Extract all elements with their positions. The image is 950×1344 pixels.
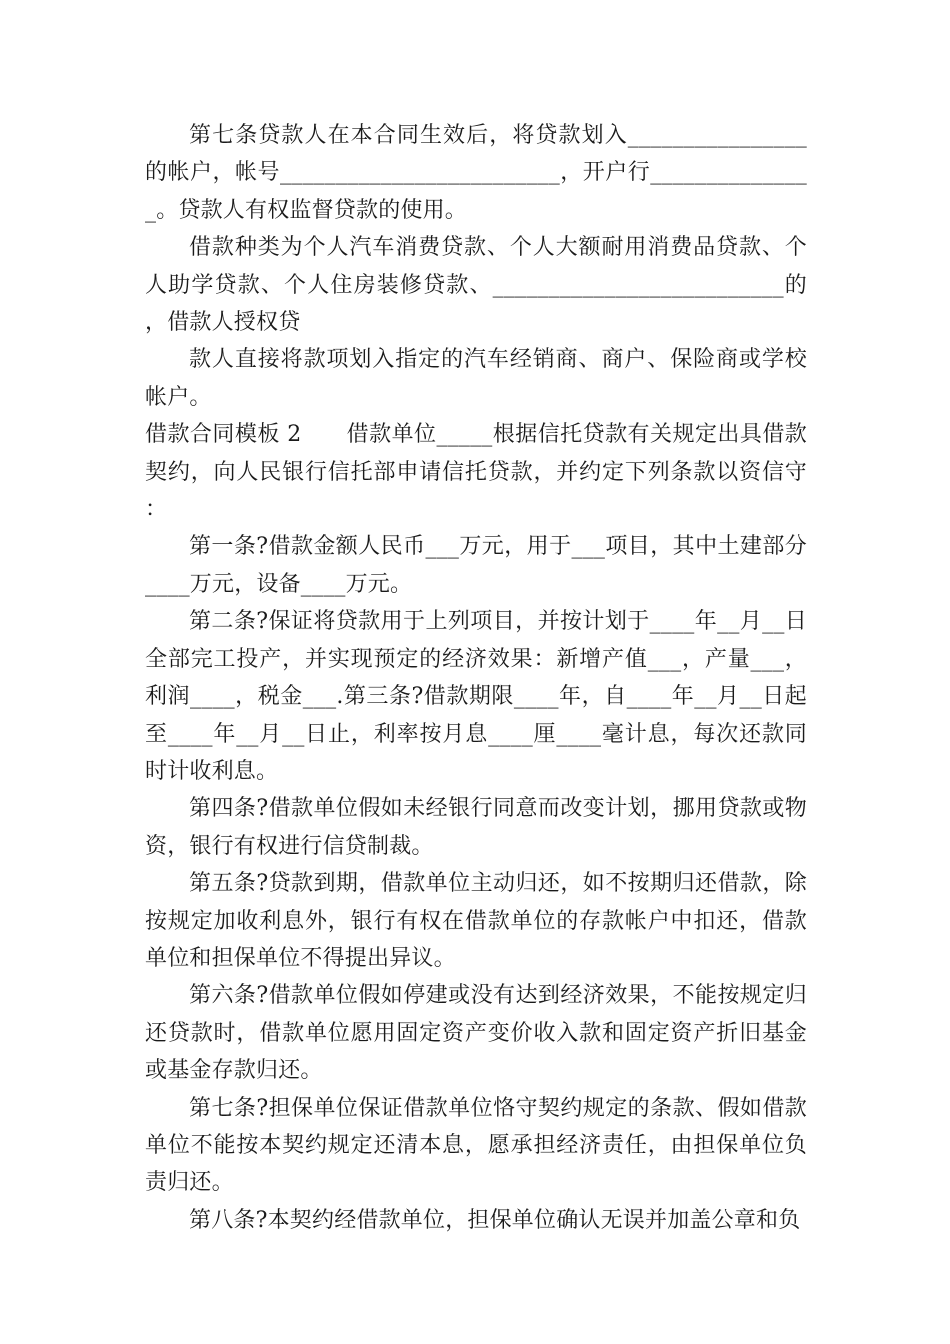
paragraph-contract-template-2: 借款合同模板 2 借款单位_____根据信托贷款有关规定出具借款契约，向人民银行信托部申请信托贷款，并约定下列条款以资信守： — [145, 422, 807, 523]
paragraph-article-7-transfer: 第七条贷款人在本合同生效后，将贷款划入________________的帐户，帐号_________________________，开户行______________ _。贷款人有权监督贷款的使用。 — [145, 123, 807, 223]
document-body — [145, 117, 807, 1239]
paragraph-loan-types: 借款种类为个人汽车消费贷款、个人大额耐用消费品贷款、个人助学贷款、个人住房装修贷款、__________________________的，借款人授权贷 — [145, 235, 807, 336]
paragraph-article-4: 第四条?借款单位假如未经银行同意而改变计划，挪用贷款或物资，银行有权进行信贷制裁。 — [145, 796, 807, 859]
paragraph-article-8: 第八条?本契约经借款单位，担保单位确认无误并加盖公章和负 — [189, 1207, 801, 1233]
paragraph-article-7-guarantee: 第七条?担保单位保证借款单位恪守契约规定的条款、假如借款单位不能按本契约规定还清本息，愿承担经济责任，由担保单位负责归还。 — [145, 1095, 807, 1196]
paragraph-article-2-3: 第二条?保证将贷款用于上列项目，并按计划于____年__月__日全部完工投产，并实现预定的经济效果：新增产值___，产量___，利润____，税金___.第三条?借款期限____年，自____年__月__日起至____年__月__日止，利率按月息____厘____毫计息，每次还款同时计收利息。 — [145, 609, 807, 784]
paragraph-direct-transfer: 款人直接将款项划入指定的汽车经销商、商户、保险商或学校帐户。 — [145, 347, 807, 410]
paragraph-article-6: 第六条?借款单位假如停建或没有达到经济效果，不能按规定归还贷款时，借款单位愿用固定资产变价收入款和固定资产折旧基金或基金存款归还。 — [145, 983, 807, 1084]
paragraph-article-5: 第五条?贷款到期，借款单位主动归还，如不按期归还借款，除按规定加收利息外，银行有权在借款单位的存款帐户中扣还，借款单位和担保单位不得提出异议。 — [145, 871, 807, 971]
paragraph-article-1: 第一条?借款金额人民币___万元，用于___项目，其中土建部分____万元，设备____万元。 — [145, 534, 807, 597]
